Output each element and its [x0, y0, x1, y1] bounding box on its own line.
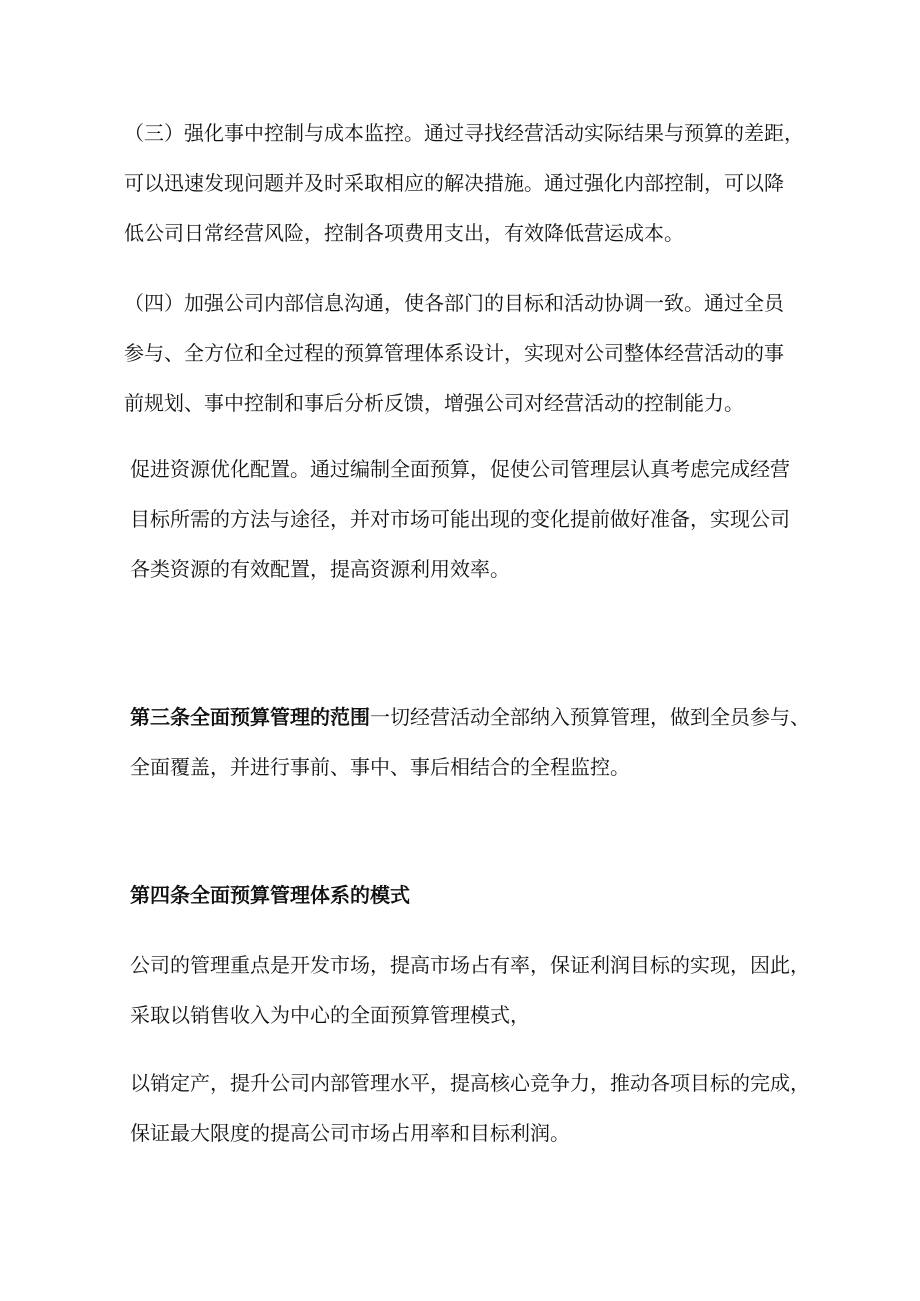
article-3-text: 一切经营活动全部纳入预算管理，做到全员参与、 [370, 705, 810, 729]
paragraph-line: 采取以销售收入为中心的全面预算管理模式， [130, 1003, 530, 1027]
paragraph-line: 低公司日常经营风险，控制各项费用支出，有效降低营运成本。 [124, 221, 684, 245]
paragraph-line: 公司的管理重点是开发市场，提高市场占有率，保证利润目标的实现，因此， [130, 953, 810, 977]
paragraph-resource-allocation [130, 444, 810, 594]
paragraph-line: 可以迅速发现问题并及时采取相应的解决措施。通过强化内部控制，可以降 [124, 171, 784, 195]
paragraph-item-3 [124, 108, 810, 258]
paragraph-management-focus [130, 940, 810, 1040]
paragraph-line: 各类资源的有效配置，提高资源利用效率。 [130, 557, 510, 581]
paragraph-line: 前规划、事中控制和事后分析反馈，增强公司对经营活动的控制能力。 [124, 391, 744, 415]
article-4-heading-paragraph [130, 870, 810, 920]
paragraph-line: 参与、全方位和全过程的预算管理体系设计，实现对公司整体经营活动的事 [124, 341, 784, 365]
paragraph-item-4 [124, 278, 810, 428]
paragraph-line: （四）加强公司内部信息沟通，使各部门的目标和活动协调一致。通过全员 [124, 291, 784, 315]
paragraph-line: 全面覆盖，并进行事前、事中、事后相结合的全程监控。 [130, 755, 630, 779]
article-4-heading: 第四条全面预算管理体系的模式 [130, 883, 410, 907]
paragraph-line: （三）强化事中控制与成本监控。通过寻找经营活动实际结果与预算的差距， [124, 121, 804, 145]
article-3-paragraph [130, 692, 810, 792]
paragraph-production-by-sales [130, 1058, 810, 1158]
paragraph-line: 以销定产，提升公司内部管理水平，提高核心竞争力，推动各项目标的完成， [130, 1071, 810, 1095]
paragraph-line: 目标所需的方法与途径，并对市场可能出现的变化提前做好准备，实现公司 [130, 507, 790, 531]
paragraph-line: 保证最大限度的提高公司市场占用率和目标利润。 [130, 1121, 570, 1145]
article-3-heading: 第三条全面预算管理的范围 [130, 705, 370, 729]
article-3-first-line [130, 692, 810, 742]
paragraph-line: 促进资源优化配置。通过编制全面预算，促使公司管理层认真考虑完成经营 [130, 457, 790, 481]
